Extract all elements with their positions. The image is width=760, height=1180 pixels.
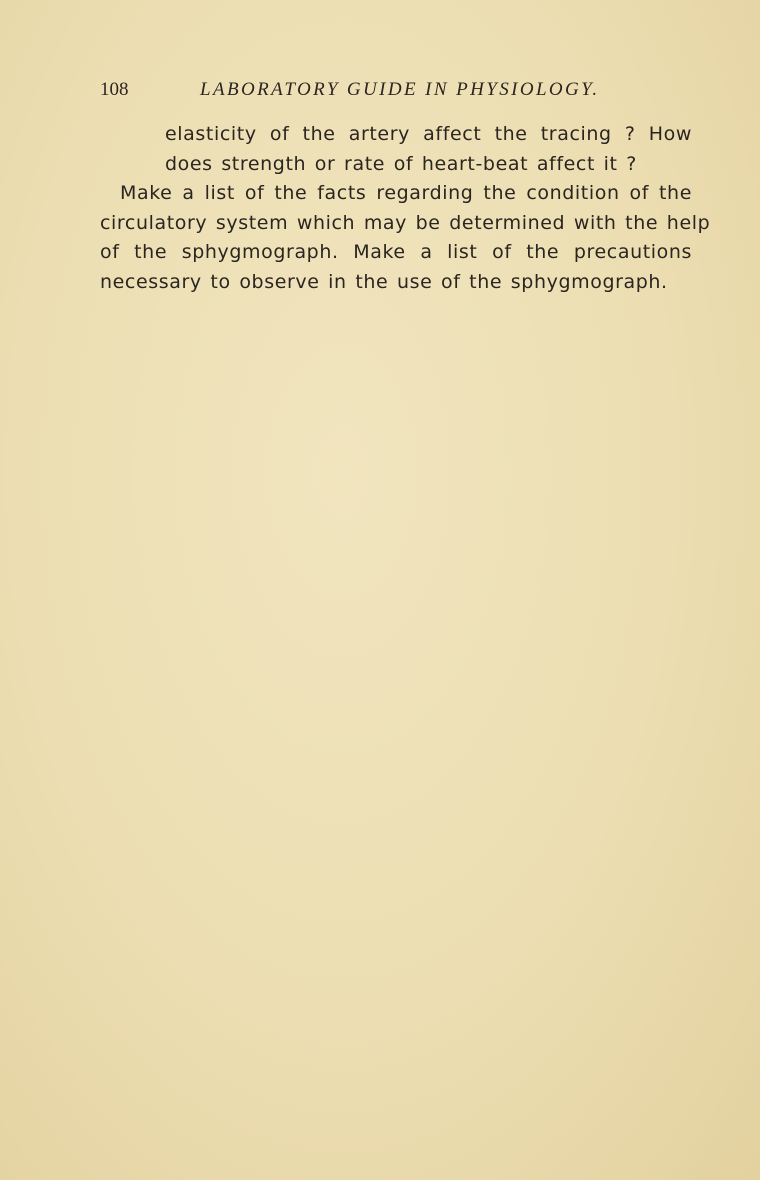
- text-line: circulatory system which may be determined with the help: [100, 211, 711, 234]
- text-line: does strength or rate of heart-beat affect it ?: [165, 152, 637, 175]
- running-head: [100, 76, 660, 104]
- text-line: of the sphygmograph. Make a list of the precautions: [100, 241, 692, 263]
- text-line: necessary to observe in the use of the sphygmograph.: [100, 270, 668, 293]
- text-line: Make a list of the facts regarding the condition of the: [120, 182, 692, 204]
- text-line: elasticity of the artery affect the tracing ? How: [165, 123, 692, 145]
- page-number: 108: [100, 79, 129, 100]
- body-text: [100, 120, 711, 297]
- running-title: LABORATORY GUIDE IN PHYSIOLOGY.: [200, 79, 600, 100]
